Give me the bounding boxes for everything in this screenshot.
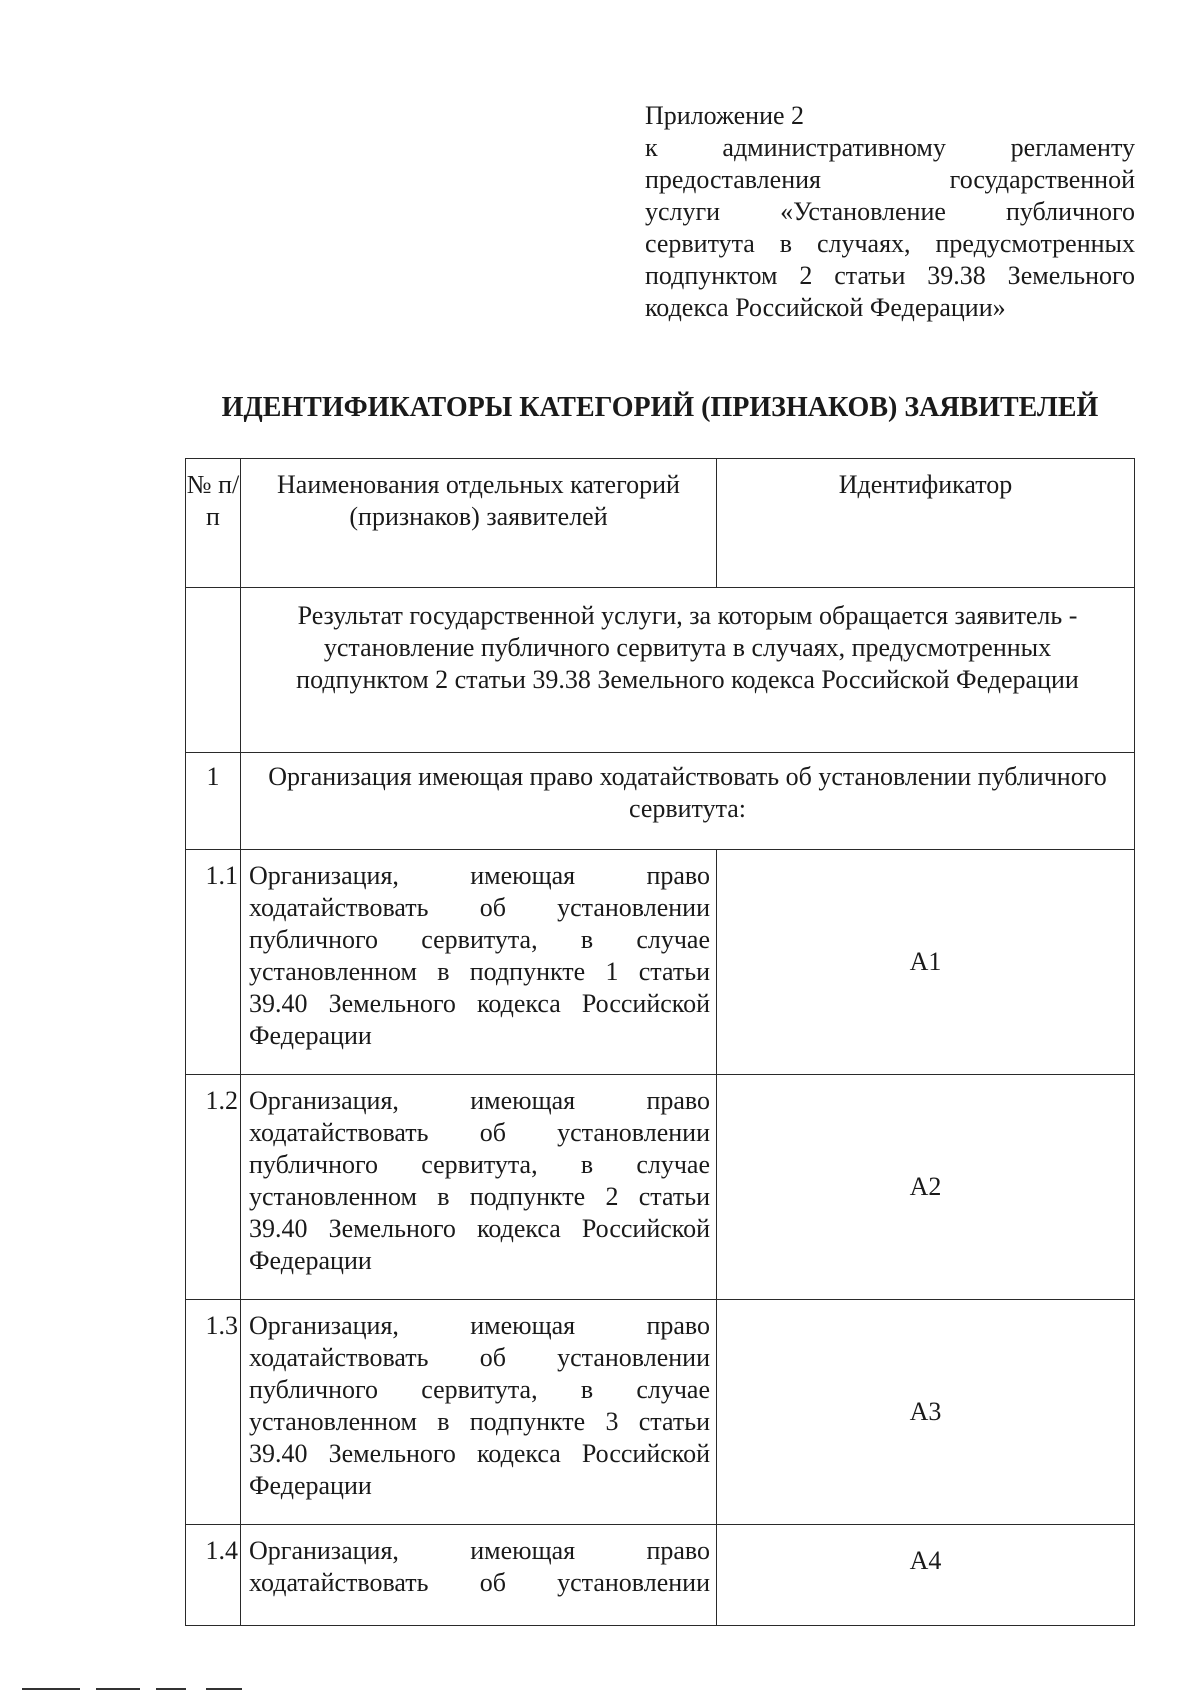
row-name-line: ходатайствовать об установлении (249, 1118, 710, 1147)
row-name-line: Организация, имеющая право (249, 1086, 710, 1115)
row-num: 1.1 (186, 850, 241, 1075)
row-id: А2 (717, 1075, 1135, 1300)
row-num: 1.4 (186, 1525, 241, 1626)
appendix-line: кодекса Российской Федерации» (645, 293, 1006, 322)
row-id: А3 (717, 1300, 1135, 1525)
row-num: 1.3 (186, 1300, 241, 1525)
row-name (241, 850, 717, 1075)
row-name-line: 39.40 Земельного кодекса Российской (249, 1214, 710, 1243)
row-name-line: ходатайствовать об установлении (249, 1343, 710, 1372)
group-text: Организация имеющая право ходатайствовать об установлении публичного сервитута: (241, 753, 1135, 850)
result-text: Результат государственной услуги, за которым обращается заявитель - установление публичного сервитута в случаях, предусмотренных подпунктом 2 статьи 39.38 Земельного кодекса Российской Федерации (241, 588, 1135, 753)
result-row (186, 588, 1135, 753)
row-name-line: Организация, имеющая право (249, 861, 710, 890)
appendix-line: к административному регламенту (645, 133, 1135, 162)
result-num-cell (186, 588, 241, 753)
scan-artifact-line (96, 1688, 140, 1690)
row-name-line: 39.40 Земельного кодекса Российской (249, 989, 710, 1018)
applicant-categories-table (185, 458, 1135, 1626)
appendix-line: Приложение 2 (645, 101, 805, 130)
row-name-line: Федерации (249, 1471, 372, 1500)
row-num: 1.2 (186, 1075, 241, 1300)
row-name (241, 1075, 717, 1300)
appendix-note (645, 100, 1135, 324)
scan-artifact-line (22, 1688, 80, 1690)
group-num: 1 (186, 753, 241, 850)
row-name-line: 39.40 Земельного кодекса Российской (249, 1439, 710, 1468)
table-row (186, 1525, 1135, 1626)
row-name-line: публичного сервитута, в случае (249, 1150, 710, 1179)
group-row (186, 753, 1135, 850)
table-row (186, 850, 1135, 1075)
header-name: Наименования отдельных категорий (признаков) заявителей (241, 459, 717, 588)
row-name-line: Организация, имеющая право (249, 1536, 710, 1565)
scan-artifact-line (156, 1688, 186, 1690)
table-header-row (186, 459, 1135, 588)
row-id: А4 (717, 1525, 1135, 1626)
header-id: Идентификатор (717, 459, 1135, 588)
appendix-line: сервитута в случаях, предусмотренных (645, 229, 1135, 258)
row-name (241, 1525, 717, 1626)
row-id: А1 (717, 850, 1135, 1075)
row-name-line: Федерации (249, 1021, 372, 1050)
table-row (186, 1075, 1135, 1300)
row-name-line: Организация, имеющая право (249, 1311, 710, 1340)
row-name-line: публичного сервитута, в случае (249, 1375, 710, 1404)
row-name-line: Федерации (249, 1246, 372, 1275)
row-name-line: публичного сервитута, в случае (249, 925, 710, 954)
table-row (186, 1300, 1135, 1525)
appendix-line: подпунктом 2 статьи 39.38 Земельного (645, 261, 1135, 290)
row-name-line: установленном в подпункте 1 статьи (249, 957, 710, 986)
row-name-line: ходатайствовать об установлении (249, 1568, 710, 1597)
row-name-line: установленном в подпункте 2 статьи (249, 1182, 710, 1211)
appendix-line: предоставления государственной (645, 165, 1135, 194)
row-name (241, 1300, 717, 1525)
scan-artifact-line (206, 1688, 242, 1690)
appendix-line: услуги «Установление публичного (645, 197, 1135, 226)
header-num: № п/п (186, 459, 241, 588)
row-name-line: установленном в подпункте 3 статьи (249, 1407, 710, 1436)
document-title: ИДЕНТИФИКАТОРЫ КАТЕГОРИЙ (ПРИЗНАКОВ) ЗАЯВИТЕЛЕЙ (221, 392, 1099, 423)
row-name-line: ходатайствовать об установлении (249, 893, 710, 922)
